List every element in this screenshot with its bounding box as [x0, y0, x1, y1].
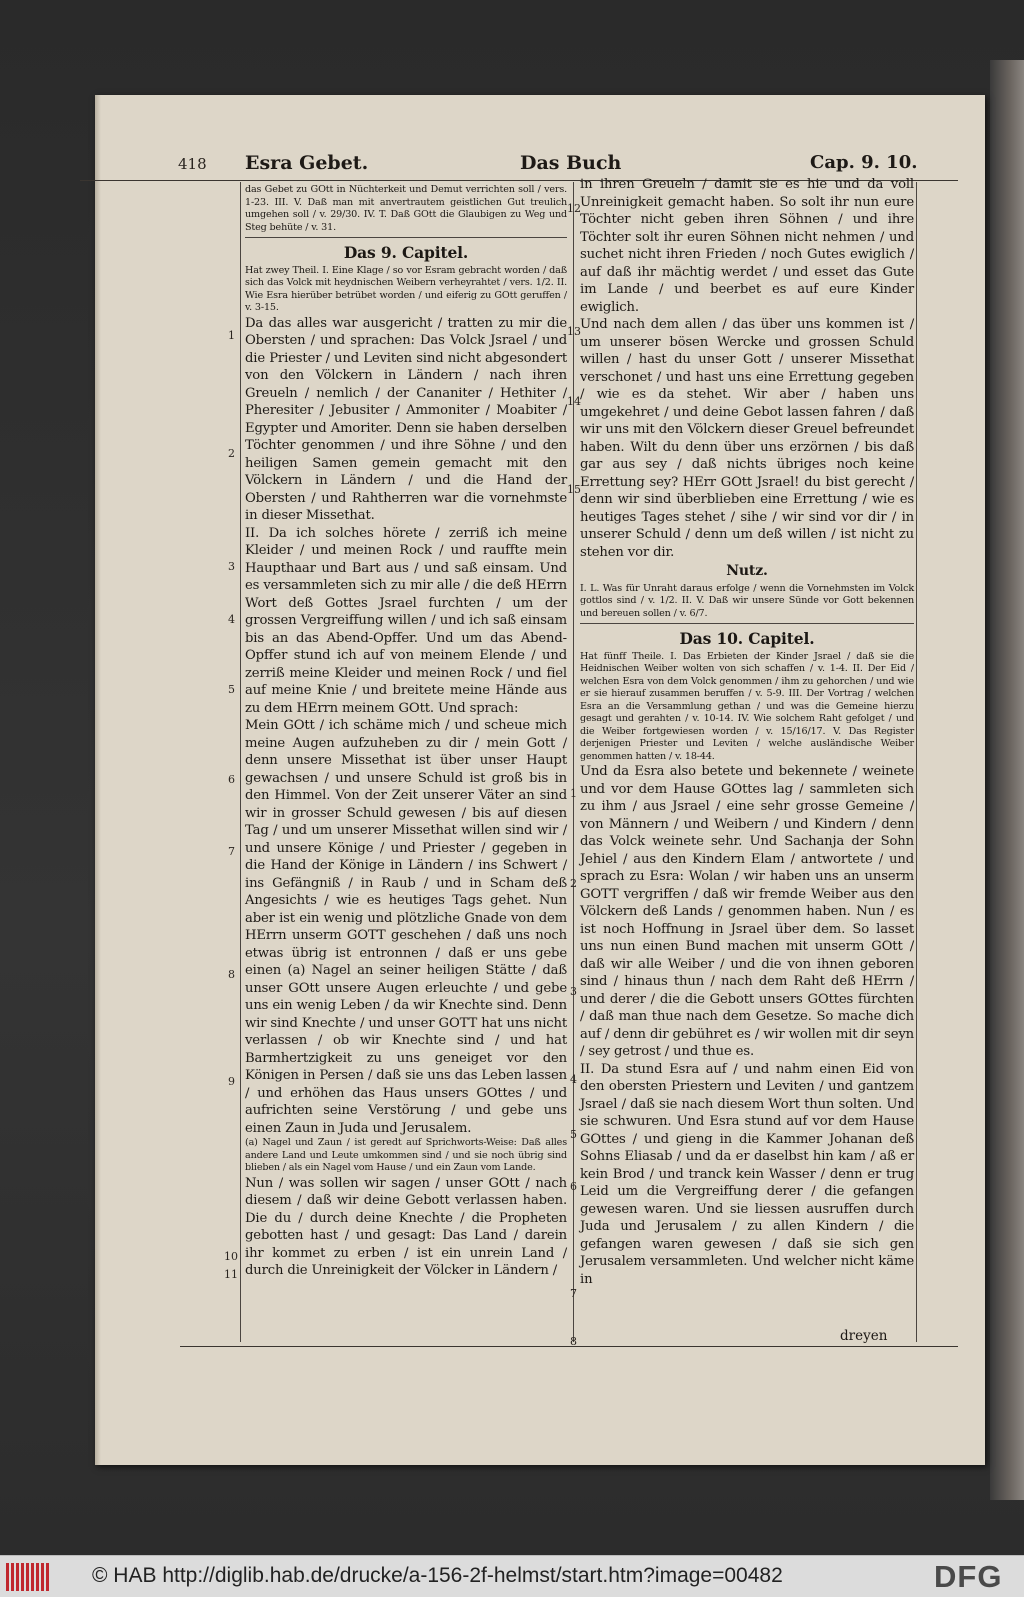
verse-number: 1 [228, 329, 235, 342]
verse-number: 7 [228, 845, 235, 858]
intro-summary: das Gebet zu GOtt in Nüchterkeit und Demut verrichten soll / vers. 1-23. III. V. Daß man mit anvertrautem geistlichen Gut treulich umgehen soll / v. 29/30. IV. T. Daß GOtt die Glaubigen zu Weg und Steg behüte / v. 31. [245, 184, 567, 233]
verse-number: 12 [567, 202, 581, 215]
chapter-9-paragraph-4: Nun / was sollen wir sagen / unser GOtt / nach diesem / daß wir deine Gebott verlassen haben. Die du / durch deine Knechte / die Propheten gebotten hast / und gesagt: Das Land / darein ihr kommet zu erben / ist ein unrein Land / durch die Unreinigkeit der Völcker in Ländern / [245, 1175, 567, 1278]
chapter-10-paragraph-1: Und da Esra also betete und bekennete / weinete und vor dem Hause GOttes lag / sammleten sich zu ihm / aus Jsrael / eine sehr grosse Gemeine / von Männern / und Weibern / und Kindern / denn das Volck weinete sehr. Und Sachanja der Sohn Jehiel / aus den Kindern Elam / antwortete / und sprach zu Esra: Wolan / wir haben uns an unserm GOTT vergriffen / daß wir fremde Weiber aus den Völckern deß Lands / genommen haben. Nun / es ist noch Hoffnung in Jsrael über dem. So lasset uns nun einen Bund machen mit unserm GOtt / daß wir alle Weiber / und die von ihnen geboren sind / hinaus thun / nach dem Raht deß HErrn / und derer / die die Gebott unsers GOttes fürchten / daß man thue nach dem Gesetze. So mache dich auf / denn dir gebühret es / wir wollen mit dir seyn / sey getrost / und thue es. [580, 764, 914, 1059]
book-edge-shadow [990, 60, 1024, 1500]
bottom-rule [180, 1346, 958, 1347]
chapter-9-summary: Hat zwey Theil. I. Eine Klage / so vor Esram gebracht worden / daß sich das Volck mit heydnischen Weibern verheyrahtet / vers. 1/2. II. Wie Esra hierüber betrübet worden / und eiferig zu GOtt geruffen / v. 3-15. [245, 264, 567, 313]
chapter-9-paragraph-6: Und nach dem allen / das über uns kommen ist / um unserer bösen Wercke und grossen Schuld willen / hast du unser Gott / unserer Missethat verschonet / und hast uns eine Errettung gegeben / wie es da stehet. Wir aber / haben uns umgekehret / und deine Gebot lassen fahren / daß wir uns mit den Völckern dieser Greuel befreundet haben. Wilt du denn über uns erzörnen / bis daß gar aus sey / daß nichts übriges noch keine Errettung sey? HErr GOtt Jsrael! du bist gerecht / denn wir sind überblieben eine Errettung / wie es heutiges Tages stehet / sihe / wir sind vor dir / in unserer Schuld / denn um deß willen / ist nicht zu stehen vor dir. [580, 317, 914, 560]
verse-number: 6 [228, 773, 235, 786]
verse-number: 5 [570, 1128, 577, 1141]
viewer-footer [0, 1555, 1024, 1597]
verse-number: 2 [570, 877, 577, 890]
source-url[interactable]: © HAB http://diglib.hab.de/drucke/a-156-2f-helmst/start.htm?image=00482 [92, 1564, 783, 1587]
chapter-10-paragraph-2: II. Da stund Esra auf / und nahm einen Eid von den obersten Priestern und Leviten / und gantzem Jsrael / daß sie nach diesem Wort thun solten. Und sie schwuren. Und Esra stund auf vor dem Hause GOttes / und gieng in die Kammer Johanan deß Sohns Eliasab / und da er daselbst hin kam / aß er kein Brod / und tranck kein Wasser / denn er trug Leid um die Vergreiffung derer / die gefangen gewesen waren. Und sie liessen ausruffen durch Juda und Jerusalem / zu allen Kindern / die gefangen waren gewesen / daß sie sich gen Jerusalem versammleten. Und welcher nicht käme in [580, 1061, 914, 1287]
column-divider [573, 182, 574, 1342]
nutz-title: Nutz. [726, 563, 768, 579]
catchword: dreyen [840, 1328, 888, 1344]
verse-number: 2 [228, 447, 235, 460]
page-number: 418 [178, 155, 207, 173]
verse-number: 14 [567, 395, 581, 408]
chapter-9-paragraph-5: in ihren Greueln / damit sie es hie und da voll Unreinigkeit gemacht haben. So solt ihr nun eure Töchter nicht geben ihren Söhnen / und ihre Töchter solt ihr euren Söhnen nicht nehmen / und suchet nicht ihren Frieden / noch Gutes ewiglich / auf daß ihr mächtig werdet / und esset das Gute im Lande / und beerbet es auf eure Kinder ewiglich. [580, 177, 914, 315]
verse-number: 1 [570, 787, 577, 800]
verse-number: 7 [570, 1287, 577, 1300]
chapter-9-paragraph-1: Da das alles war ausgericht / tratten zu mir die Obersten / und sprachen: Das Volck Jsrael / und die Priester / und Leviten sind nicht abgesondert von den Völckern in Ländern / nach ihren Greueln / nemlich / der Cananiter / Hethiter / Pheresiter / Jebusiter / Ammoniter / Moabiter / Egypter und Amoriter. Denn sie haben derselben Töchter genommen / und ihre Söhne / und den heiligen Samen gemein gemacht mit den Völckern in Ländern / und die Hand der Obersten / und Rahtherren war die vornehmste in dieser Missethat. [245, 315, 567, 523]
library-logo-icon [6, 1563, 50, 1591]
chapter-9-title: Das 9. Capitel. [343, 243, 469, 262]
verse-number: 3 [228, 560, 235, 573]
section-rule [245, 237, 567, 238]
chapter-10-title: Das 10. Capitel. [679, 629, 815, 648]
section-rule [580, 623, 914, 624]
verse-number: 13 [567, 325, 581, 338]
verse-number: 4 [228, 613, 235, 626]
verse-number: 11 [224, 1268, 238, 1281]
verse-number: 6 [570, 1180, 577, 1193]
verse-number: 15 [567, 483, 581, 496]
footnote: (a) Nagel und Zaun / ist geredt auf Sprichworts-Weise: Daß alles andere Land und Leute umkommen sind / und sie noch übrig sind blieben / als ein Nagel vom Hause / und ein Zaun vom Lande. [245, 1137, 567, 1173]
left-column [245, 184, 567, 1280]
dfg-logo: DFG [934, 1559, 1003, 1594]
verse-number: 8 [570, 1335, 577, 1348]
running-title: Esra Gebet. [245, 152, 369, 174]
chapter-10-summary: Hat fünff Theile. I. Das Erbieten der Kinder Jsrael / daß sie die Heidnischen Weiber wolten von sich schaffen / v. 1-4. II. Der Eid / welchen Esra von dem Volck genommen / ihm zu gehorchen / und wie er sie hierauf zusammen beruffen / v. 5-9. III. Der Vortrag / welchen Esra an die Versammlung gethan / und was die Gemeine hierzu gesagt und gerahten / v. 10-14. IV. Wie solchem Raht gefolget / und die Weiber fortgewiesen worden / v. 15/16/17. V. Das Register derjenigen Priester und Leviten / welche ausländische Weiber genommen hatten / v. 18-44. [580, 650, 914, 762]
verse-number: 9 [228, 1075, 235, 1088]
verse-number: 4 [570, 1073, 577, 1086]
chapter-9-paragraph-3: Mein GOtt / ich schäme mich / und scheue mich meine Augen aufzuheben zu dir / mein Gott / denn unsere Missethat ist über unser Haupt gewachsen / und unsere Schuld ist groß bis in den Himmel. Von der Zeit unserer Väter an sind wir in grosser Schuld gewesen / bis auf diesen Tag / und um unserer Missethat willen sind wir / und unsere Könige / und Priester / gegeben in die Hand der Könige in Ländern / ins Schwert / ins Gefängniß / in Raub / und in Scham deß Angesichts / wie es heutiges Tags gehet. Nun aber ist ein wenig und plötzliche Gnade von dem HErrn unserm GOTT geschehen / daß uns noch etwas übrig ist entronnen / daß er uns gebe einen (a) Nagel an seiner heiligen Stätte / daß unser GOtt unsere Augen erleuchte / und gebe uns ein wenig Leben / da wir Knechte sind. Denn wir sind Knechte / und unser GOTT hat uns nicht verlassen / ob wir Knechte sind / und hat Barmhertzigkeit zu uns geneiget vor den Königen in Persen / daß sie uns das Leben lassen / und erhöhen das Haus unsers GOttes / und aufrichten seine Verstörung / und gebe uns einen Zaun in Juda und Jerusalem. [245, 718, 567, 1136]
running-book-title: Das Buch [520, 152, 622, 174]
verse-number: 8 [228, 968, 235, 981]
right-column [580, 176, 914, 1288]
nutz-text: I. L. Was für Unraht daraus erfolge / wenn die Vornehmsten im Volck gottlos sind / v. 1/2. II. V. Daß wir unsere Sünde vor Gott bekennen und bereuen sollen / v. 6/7. [580, 582, 914, 619]
chapter-9-paragraph-2: II. Da ich solches hörete / zerriß ich meine Kleider / und meinen Rock / und rauffte mein Haupthaar und Bart aus / und saß einsam. Und es versammleten sich zu mir alle / die deß HErrn Wort deß Gottes Jsrael furchten / um der grossen Vergreiffung willen / und ich saß einsam bis an das Abend-Opffer. Und um das Abend-Opffer stund ich auf von meinem Elende / und zerriß meine Kleider und meinen Rock / und fiel auf meine Knie / und breitete meine Hände aus zu dem HErrn meinem GOtt. Und sprach: [245, 525, 567, 716]
chapter-reference: Cap. 9. 10. [810, 152, 918, 173]
verse-number: 10 [224, 1250, 238, 1263]
verse-number: 5 [228, 683, 235, 696]
verse-number: 3 [570, 985, 577, 998]
